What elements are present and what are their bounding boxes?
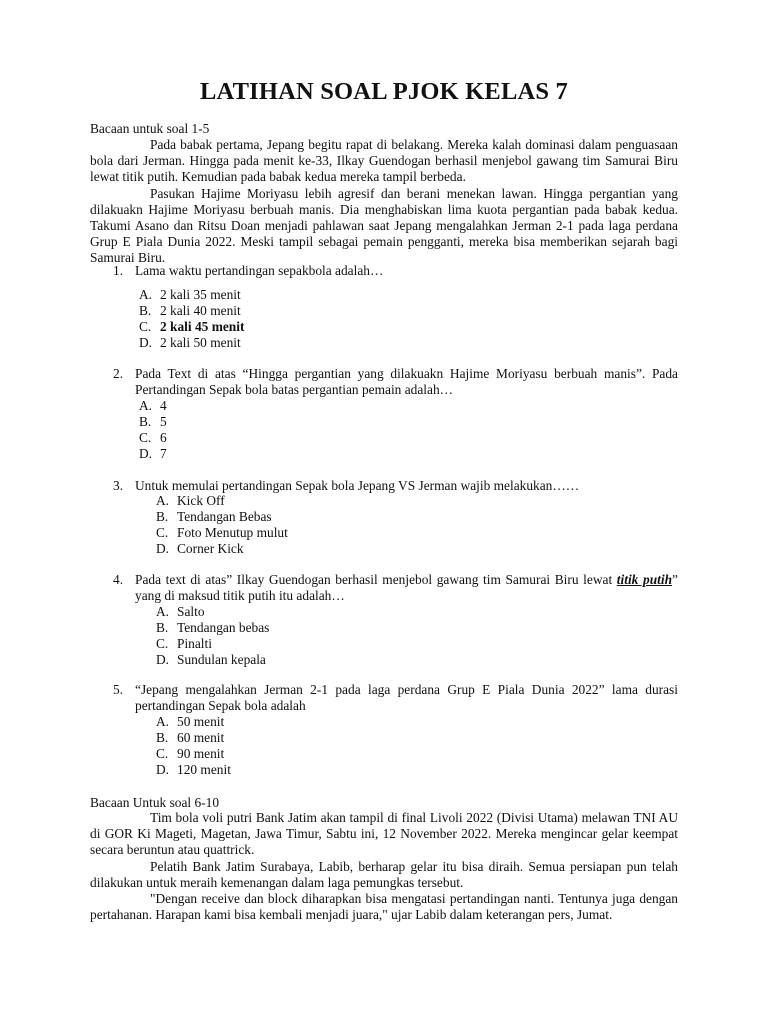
option-text: Kick Off (177, 493, 225, 508)
question-5 (113, 682, 678, 714)
option-text: Foto Menutup mulut (177, 525, 288, 540)
option-letter: D. (156, 762, 170, 777)
reading-paragraph: "Dengan receive dan block diharapkan bisa mengatasi pertandingan nanti. Tentunya juga dengan pertahanan. Harapan kami bisa kembali menjadi juara," ujar Labib dalam keterangan pers, Jumat. (90, 891, 678, 923)
question-number: 2. (113, 366, 124, 381)
option-letter: C. (156, 636, 169, 651)
question-2 (113, 366, 678, 398)
question-number: 3. (113, 478, 124, 493)
option-letter: B. (156, 509, 169, 524)
option-text: 2 kali 35 menit (160, 287, 241, 302)
option-text: Salto (177, 604, 205, 619)
question-number: 4. (113, 572, 124, 587)
question-text: Pada Text di atas “Hingga pergantian yang dilakuakn Hajime Moriyasu berbuah manis”. Pada Pertandingan Sepak bola batas pergantian pemain adalah… (135, 366, 678, 398)
option-text: 2 kali 50 menit (160, 335, 241, 350)
option-text: 60 menit (177, 730, 225, 745)
option-text: Pinalti (177, 636, 212, 651)
option-letter: A. (156, 493, 170, 508)
reading-heading-6-10: Bacaan Untuk soal 6-10 (90, 795, 220, 810)
option-letter: C. (139, 319, 152, 334)
option-text: 2 kali 40 menit (160, 303, 241, 318)
question-3 (113, 478, 678, 494)
option-text: 5 (160, 414, 167, 429)
option-letter: A. (156, 604, 170, 619)
question-4 (113, 572, 678, 604)
document-title: LATIHAN SOAL PJOK KELAS 7 (199, 78, 569, 105)
option-letter: B. (156, 730, 169, 745)
question-text: “Jepang mengalahkan Jerman 2-1 pada laga perdana Grup E Piala Dunia 2022” lama durasi pertandingan Sepak bola adalah (135, 682, 678, 714)
option-letter: D. (156, 652, 170, 667)
option-text: 4 (160, 398, 167, 413)
reading-paragraph: Pada babak pertama, Jepang begitu rapat di belakang. Mereka kalah dominasi dalam penguasaan bola dari Jerman. Hingga pada menit ke-33, Ilkay Guendogan berhasil menjebol gawang tim Samurai Biru lewat titik putih. Kemudian pada babak kedua mereka tampil berbeda. (90, 137, 678, 185)
option-text: 7 (160, 446, 167, 461)
option-text-answer: 2 kali 45 menit (160, 319, 245, 334)
question-text-part: Pada text di atas” Ilkay Guendogan berhasil menjebol gawang tim Samurai Biru lewat (135, 572, 617, 587)
question-text (135, 572, 678, 604)
option-letter: D. (139, 446, 153, 461)
option-letter: B. (139, 303, 152, 318)
option-letter: C. (139, 430, 152, 445)
question-text: Lama waktu pertandingan sepakbola adalah… (135, 263, 384, 278)
option-letter: A. (139, 398, 153, 413)
option-text: 90 menit (177, 746, 225, 761)
option-text: Corner Kick (177, 541, 244, 556)
option-letter: B. (139, 414, 152, 429)
question-number: 5. (113, 682, 124, 697)
option-text: 50 menit (177, 714, 225, 729)
reading-paragraph: Pasukan Hajime Moriyasu lebih agresif dan berani menekan lawan. Hingga pergantian yang dilakuakn Hajime Moriyasu berbuah manis. Dia menghabiskan lima kuota pergantian pada babak kedua. Takumi Asano dan Ritsu Doan menjadi pahlawan saat Jepang mengalahkan Jerman 2-1 pada laga perdana Grup E Piala Dunia 2022. Meski tampil sebagai pemain pengganti, mereka bisa memberikan sejarah bagi Samurai Biru. (90, 186, 678, 266)
option-letter: A. (156, 714, 170, 729)
reading-heading-1-5: Bacaan untuk soal 1-5 (90, 121, 210, 136)
document-page (90, 0, 678, 1024)
option-letter: D. (139, 335, 153, 350)
question-emphasis: titik putih (616, 572, 673, 587)
question-1 (113, 263, 678, 279)
question-text-part: ” yang di maksud titik putih itu adalah… (135, 572, 678, 604)
option-text: 120 menit (177, 762, 231, 777)
option-letter: C. (156, 746, 169, 761)
option-text: Sundulan kepala (177, 652, 266, 667)
option-letter: B. (156, 620, 169, 635)
option-letter: D. (156, 541, 170, 556)
question-number: 1. (113, 263, 124, 278)
reading-paragraph: Pelatih Bank Jatim Surabaya, Labib, berharap gelar itu bisa diraih. Semua persiapan pun telah dilakukan untuk meraih kemenangan dalam laga pemungkas tersebut. (90, 859, 678, 891)
option-text: Tendangan Bebas (177, 509, 272, 524)
option-text: Tendangan bebas (177, 620, 270, 635)
option-letter: A. (139, 287, 153, 302)
option-text: 6 (160, 430, 167, 445)
question-text: Untuk memulai pertandingan Sepak bola Jepang VS Jerman wajib melakukan…… (135, 478, 580, 493)
option-letter: C. (156, 525, 169, 540)
reading-paragraph: Tim bola voli putri Bank Jatim akan tampil di final Livoli 2022 (Divisi Utama) melawan TNI AU di GOR Ki Mageti, Magetan, Jawa Timur, Sabtu ini, 12 November 2022. Mereka mengincar gelar keempat secara beruntun atau quattrick. (90, 810, 678, 858)
